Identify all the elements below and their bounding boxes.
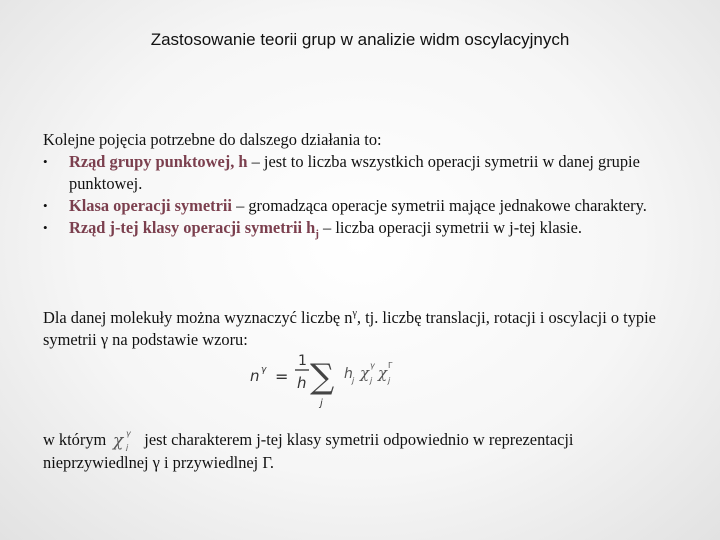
formula-chi-Gamma: χ [378,364,388,382]
term-order-definition: – jest to liczba wszystkich operacji symetrii w danej grupie punktowej. [69,152,640,193]
list-item [43,217,683,245]
bullet-icon: • [43,198,48,213]
formula-h: h [344,366,353,382]
formula-chi-gamma-sub: j [370,376,373,385]
formula-chi-Gamma-sub: j [388,376,391,385]
formula-chi-Gamma-sup: Γ [388,361,393,370]
bullet-icon: • [43,220,48,235]
character-explanation-paragraph: w którym χ γ j jest charakterem j-tej klasy symetrii odpowiednio w reprezentacji nieprzywiedlnej γ i przywiedlnej Γ. [43,429,574,472]
slide-title: Zastosowanie teorii grup w analizie widm oscylacyjnych [150,30,570,49]
term-class: Klasa operacji symetrii [69,196,232,215]
list-item [43,195,683,217]
formula-denominator: h [297,374,307,392]
term-order: Rząd grupy punktowej, h [69,152,248,171]
term-class-order: Rząd j-tej klasy operacji symetrii $h_j$ [69,218,319,240]
reduction-formula [248,348,408,410]
svg-text:j: j [126,443,129,451]
sum-icon: ∑ [310,357,335,397]
formula-h-sub: j [352,376,355,385]
chi-symbol-icon [112,429,140,451]
intro-text: Kolejne pojęcia potrzebne do dalszego działania to: [43,130,382,149]
list-item [43,151,683,195]
formula-chi-gamma: χ [360,364,370,382]
svg-text:γ: γ [126,429,132,438]
formula-chi-gamma-sup: γ [370,361,375,370]
svg-text:χ: χ [113,431,124,451]
formula-lhs-sup: γ [261,365,267,375]
sum-index: j [320,398,323,409]
formula-intro-paragraph: Dla danej molekuły można wyznaczyć liczbę $n^\gamma$, tj. liczbę translacji, rotacji i oscylacji o typie symetrii γ na podstawie wzoru: [43,308,656,349]
formula-equals: = [275,367,289,386]
definitions-list [43,151,683,245]
term-class-order-definition: – liczba operacji symetrii w j-tej klasie. [318,218,583,237]
formula-numerator: 1 [298,353,307,369]
definitions-block [43,129,683,245]
term-class-definition: – gromadząca operacje symetrii mające jednakowe charaktery. [231,196,647,215]
formula-lhs: n [250,367,260,385]
bullet-icon: • [43,154,48,169]
